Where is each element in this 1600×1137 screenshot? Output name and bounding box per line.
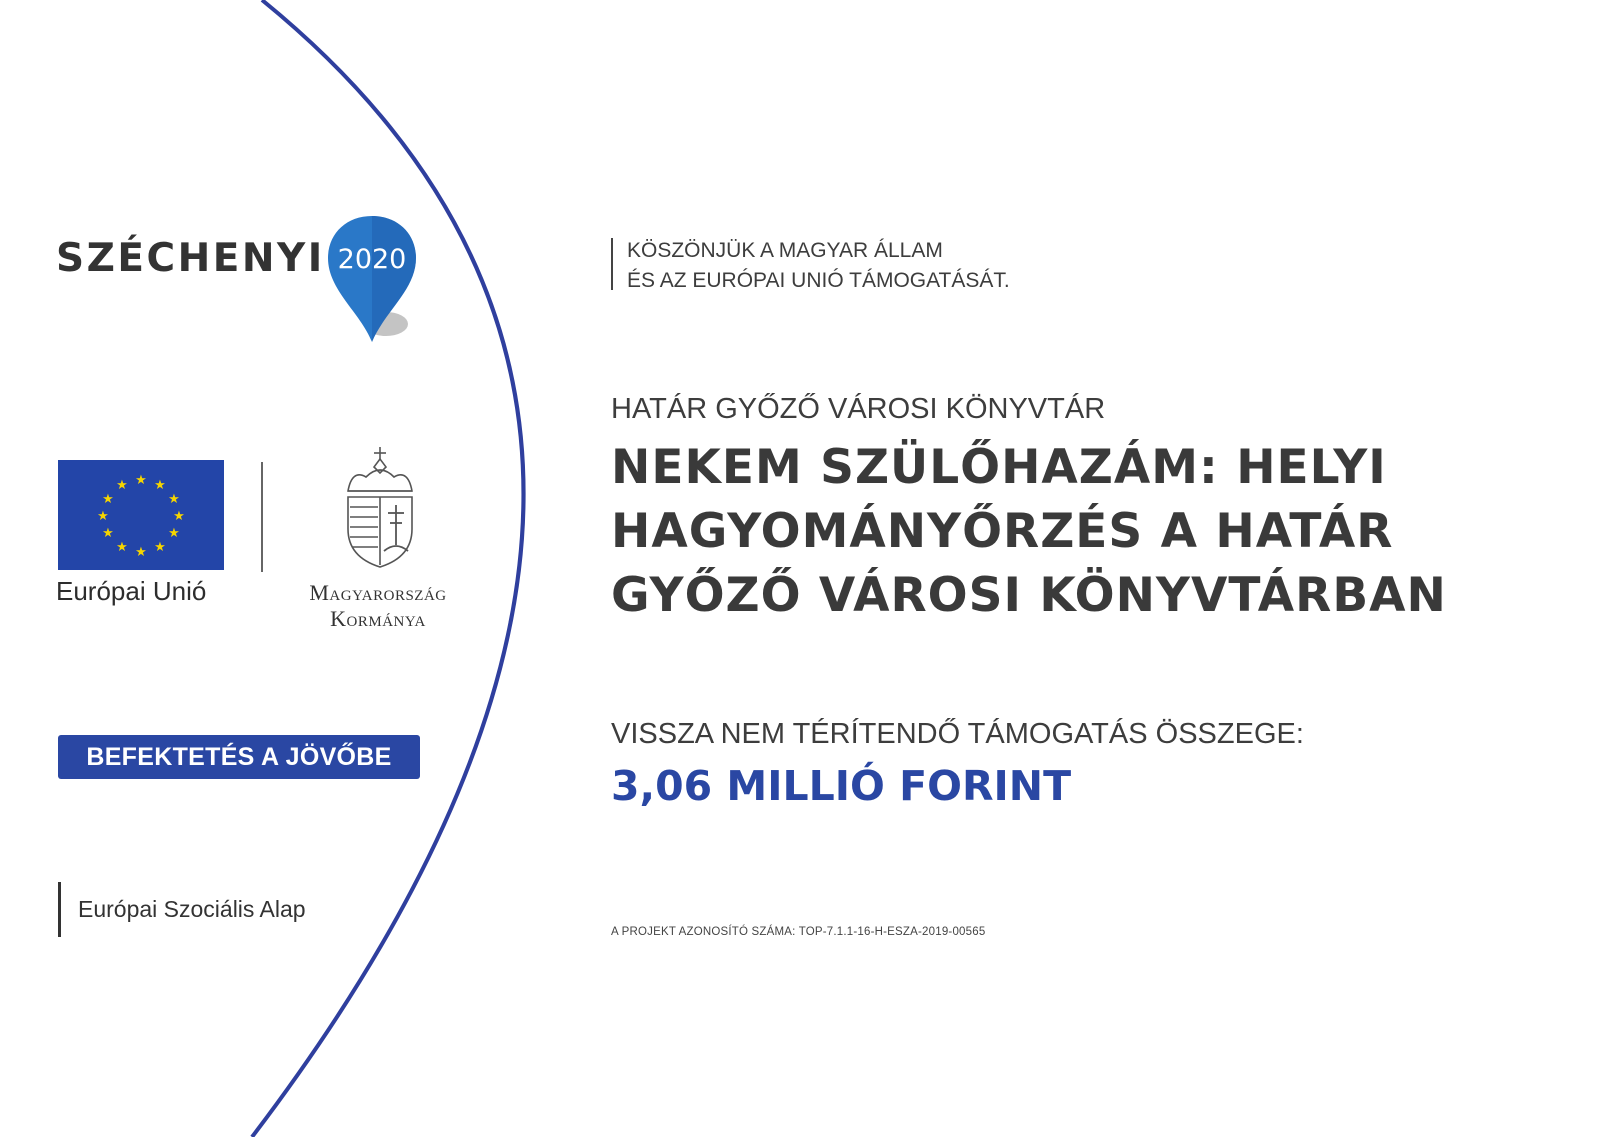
thanks-text xyxy=(627,236,1010,296)
thanks-divider xyxy=(611,238,613,290)
eu-label: Európai Unió xyxy=(56,576,207,606)
map-pin-icon xyxy=(324,212,424,347)
project-title-line3: GYŐZŐ VÁROSI KÖNYVTÁRBAN xyxy=(611,568,1447,623)
svg-text:★: ★ xyxy=(135,473,147,488)
szechenyi-year: 2020 xyxy=(337,244,407,275)
logo-divider xyxy=(261,462,263,572)
fund-label: Európai Szociális Alap xyxy=(78,896,306,922)
project-title xyxy=(611,436,1571,628)
government-label-line1: Magyarország xyxy=(309,580,447,605)
svg-text:★: ★ xyxy=(168,492,180,507)
support-label: VISSZA NEM TÉRÍTENDŐ TÁMOGATÁS ÖSSZEGE: xyxy=(611,718,1304,750)
svg-text:★: ★ xyxy=(102,492,114,507)
svg-text:★: ★ xyxy=(154,540,166,555)
svg-text:★: ★ xyxy=(154,478,166,493)
organization-name: HATÁR GYŐZŐ VÁROSI KÖNYVTÁR xyxy=(611,393,1106,425)
svg-text:★: ★ xyxy=(116,540,128,555)
fund-divider xyxy=(58,882,61,937)
eu-flag-icon xyxy=(58,460,224,570)
svg-text:★: ★ xyxy=(116,478,128,493)
svg-text:★: ★ xyxy=(173,509,185,524)
thanks-line1: KÖSZÖNJÜK A MAGYAR ÁLLAM xyxy=(627,239,943,262)
project-title-line1: NEKEM SZÜLŐHAZÁM: HELYI xyxy=(611,440,1387,495)
government-label xyxy=(280,580,476,632)
investment-badge: BEFEKTETÉS A JÖVŐBE xyxy=(58,735,420,779)
thanks-line2: ÉS AZ EURÓPAI UNIÓ TÁMOGATÁSÁT. xyxy=(627,269,1010,292)
support-amount: 3,06 MILLIÓ FORINT xyxy=(611,762,1072,810)
coat-of-arms-icon xyxy=(340,445,420,570)
svg-text:★: ★ xyxy=(97,509,109,524)
svg-text:★: ★ xyxy=(135,545,147,560)
project-title-line2: HAGYOMÁNYŐRZÉS A HATÁR xyxy=(611,504,1394,559)
szechenyi-logo-text: SZÉCHENYI xyxy=(56,236,325,281)
svg-text:★: ★ xyxy=(102,526,114,541)
government-label-line2: Kormánya xyxy=(330,606,426,631)
project-id: A PROJEKT AZONOSÍTÓ SZÁMA: TOP-7.1.1-16-H-ESZA-2019-00565 xyxy=(611,926,986,938)
svg-text:★: ★ xyxy=(168,526,180,541)
